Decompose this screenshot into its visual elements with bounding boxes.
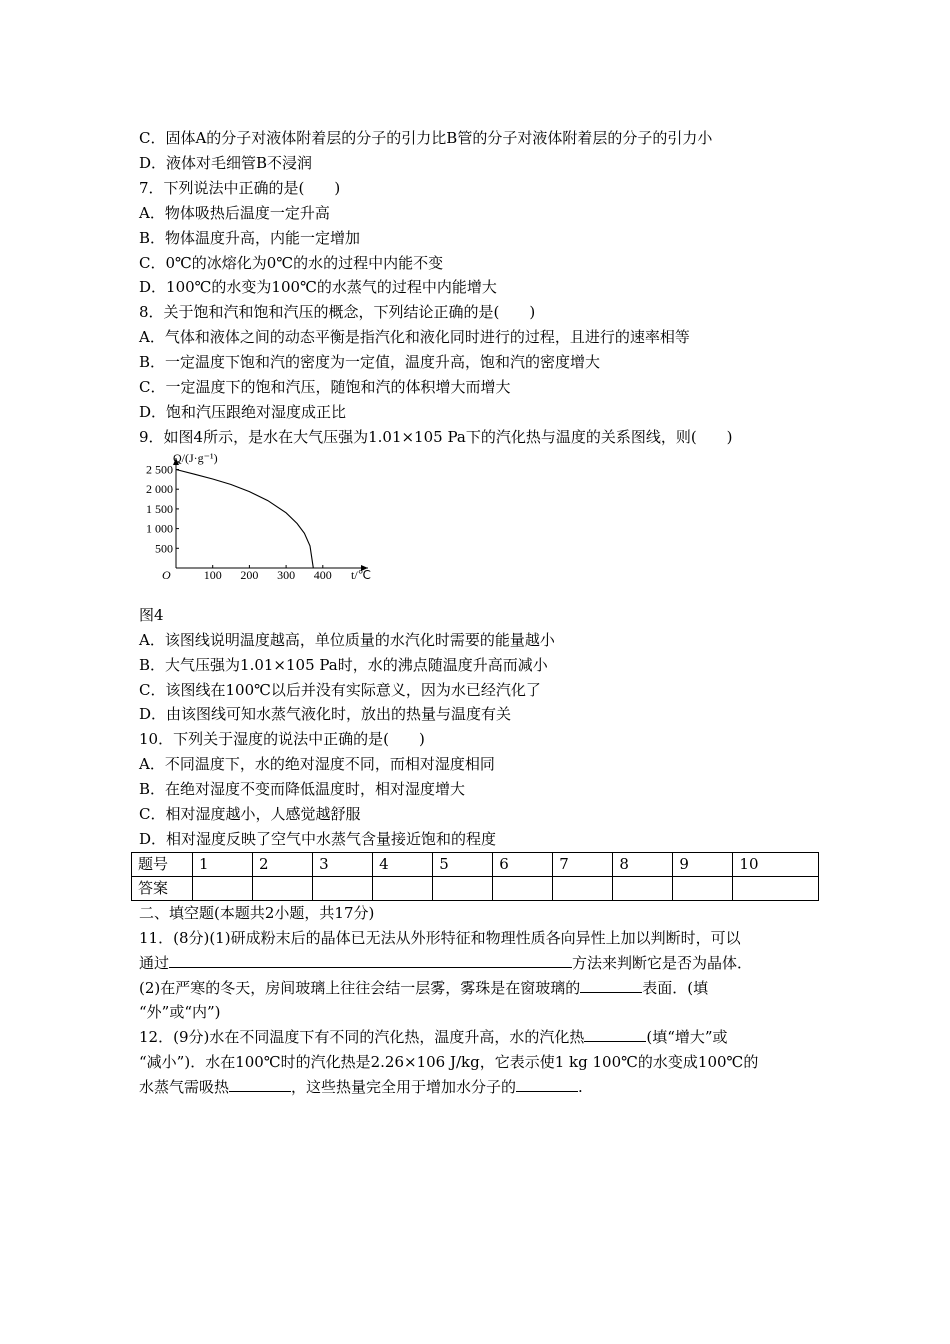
series-line-vaporization-heat bbox=[176, 469, 313, 568]
q10-option-d: D．相对湿度反映了空气中水蒸气含量接近饱和的程度 bbox=[139, 829, 497, 848]
q12-text-4: ，这些热量完全用于增加水分子的 bbox=[291, 1078, 517, 1097]
table-cell-number: 4 bbox=[373, 852, 433, 876]
table-cell-number: 5 bbox=[433, 852, 493, 876]
answer-cell[interactable] bbox=[193, 876, 253, 900]
answer-cell[interactable] bbox=[613, 876, 673, 900]
q12-line-1 bbox=[139, 1025, 819, 1050]
y-tick-label: 2 500 bbox=[146, 462, 173, 477]
q9-option-c: C．该图线在100℃以后并没有实际意义，因为水已经汽化了 bbox=[139, 680, 541, 699]
answer-cell[interactable] bbox=[313, 876, 373, 900]
answer-table-header-row bbox=[132, 852, 819, 876]
x-tick-label: 100 bbox=[203, 567, 222, 582]
q7-option-b: B．物体温度升高，内能一定增加 bbox=[139, 228, 361, 247]
q8-stem: 8．关于饱和汽和饱和汽压的概念，下列结论正确的是( ) bbox=[139, 303, 536, 322]
y-tick-label: 500 bbox=[155, 541, 173, 556]
document-page bbox=[139, 126, 819, 1100]
q7-option-d: D．100℃的水变为100℃的水蒸气的过程中内能增大 bbox=[139, 278, 497, 297]
q12-line-3 bbox=[139, 1075, 819, 1100]
answer-cell[interactable] bbox=[253, 876, 313, 900]
q12-text-3: 水蒸气需吸热 bbox=[139, 1078, 230, 1097]
q8-option-c: C．一定温度下的饱和汽压，随饱和汽的体积增大而增大 bbox=[139, 378, 511, 397]
q10-option-b: B．在绝对湿度不变而降低温度时，相对湿度增大 bbox=[139, 780, 466, 799]
answer-cell[interactable] bbox=[553, 876, 613, 900]
q6-option-c: C．固体A的分子对液体附着层的分子的引力比B管的分子对液体附着层的分子的引力小 bbox=[139, 129, 713, 147]
table-cell-number: 8 bbox=[613, 852, 673, 876]
y-axis-label: Q/(J·g⁻¹) bbox=[173, 451, 218, 465]
q6-option-d: D．液体对毛细管B不浸润 bbox=[139, 153, 313, 172]
q11-part2-suffix: 表面．(填 bbox=[642, 978, 709, 997]
section-title: 二、填空题(本题共2小题，共17分) bbox=[139, 903, 375, 922]
q9-option-d: D．由该图线可知水蒸气液化时，放出的热量与温度有关 bbox=[139, 705, 512, 724]
x-axis-label: t/℃ bbox=[351, 567, 372, 582]
q11-part1-suffix: 方法来判断它是否为晶体． bbox=[572, 953, 753, 972]
answer-cell[interactable] bbox=[373, 876, 433, 900]
q7-option-c: C．0℃的冰熔化为0℃的水的过程中内能不变 bbox=[139, 253, 444, 272]
q12-blank-1[interactable] bbox=[584, 1027, 646, 1042]
q12-line-2: “减小”)．水在100℃时的汽化热是2.26×106 J/kg，它表示使1 kg 100℃的水变成100℃的 bbox=[139, 1053, 759, 1072]
q7-stem: 7．下列说法中正确的是( ) bbox=[139, 178, 341, 197]
q12-blank-3[interactable] bbox=[516, 1077, 578, 1092]
q12-text-5: . bbox=[578, 1078, 583, 1097]
table-label-question-number: 题号 bbox=[132, 852, 193, 876]
q10-stem: 10．下列关于湿度的说法中正确的是( ) bbox=[139, 730, 425, 749]
answer-cell[interactable] bbox=[733, 876, 819, 900]
q10-option-c: C．相对湿度越小，人感觉越舒服 bbox=[139, 805, 361, 824]
q11-line-1 bbox=[139, 926, 819, 951]
answer-cell[interactable] bbox=[433, 876, 493, 900]
table-cell-number: 9 bbox=[673, 852, 733, 876]
table-cell-number: 10 bbox=[733, 852, 819, 876]
figure-caption: 图4 bbox=[139, 605, 164, 624]
q11-part1-text: 11．(8分)(1)研成粉末后的晶体已无法从外形特征和物理性质各向异性上加以判断时，可以 bbox=[139, 928, 741, 947]
table-cell-number: 6 bbox=[493, 852, 553, 876]
q9-option-a: A．该图线说明温度越高，单位质量的水汽化时需要的能量越小 bbox=[139, 630, 555, 649]
x-tick-label: 300 bbox=[277, 567, 296, 582]
answer-cell[interactable] bbox=[493, 876, 553, 900]
q12-text-1: 12．(9分)水在不同温度下有不同的汽化热，温度升高，水的汽化热 bbox=[139, 1028, 585, 1047]
table-cell-number: 2 bbox=[253, 852, 313, 876]
y-tick-label: 1 000 bbox=[146, 521, 173, 536]
table-cell-number: 3 bbox=[313, 852, 373, 876]
q11-blank-2[interactable] bbox=[580, 978, 642, 993]
q8-option-a: A．气体和液体之间的动态平衡是指汽化和液化同时进行的过程，且进行的速率相等 bbox=[139, 328, 690, 347]
answer-table bbox=[131, 852, 819, 901]
vaporization-heat-chart bbox=[136, 452, 386, 597]
q12-blank-2[interactable] bbox=[229, 1077, 291, 1092]
table-cell-number: 7 bbox=[553, 852, 613, 876]
q11-line-4: “外”或“内”) bbox=[139, 1003, 221, 1022]
table-cell-number: 1 bbox=[193, 852, 253, 876]
table-label-answer: 答案 bbox=[132, 876, 193, 900]
x-tick-label: 400 bbox=[313, 567, 332, 582]
q11-line-3 bbox=[139, 976, 819, 1001]
q11-part1-prefix: 通过 bbox=[139, 953, 170, 972]
y-tick-label: 2 000 bbox=[146, 481, 173, 496]
q11-part2-text: (2)在严寒的冬天，房间玻璃上往往会结一层雾，雾珠是在窗玻璃的 bbox=[139, 978, 581, 997]
x-tick-label: 200 bbox=[240, 567, 259, 582]
q9-option-b: B．大气压强为1.01×105 Pa时，水的沸点随温度升高而减小 bbox=[139, 655, 548, 674]
q10-option-a: A．不同温度下，水的绝对湿度不同，而相对湿度相同 bbox=[139, 755, 495, 774]
origin-label: O bbox=[162, 567, 171, 582]
y-tick-label: 1 500 bbox=[146, 501, 173, 516]
answer-cell[interactable] bbox=[673, 876, 733, 900]
q12-text-2: (填“增大”或 bbox=[646, 1028, 728, 1047]
q8-option-d: D．饱和汽压跟绝对湿度成正比 bbox=[139, 402, 347, 421]
q7-option-a: A．物体吸热后温度一定升高 bbox=[139, 203, 330, 222]
q11-line-2 bbox=[139, 951, 819, 976]
q8-option-b: B．一定温度下饱和汽的密度为一定值，温度升高，饱和汽的密度增大 bbox=[139, 353, 601, 372]
q11-blank-1[interactable] bbox=[169, 953, 572, 968]
q9-stem: 9．如图4所示，是水在大气压强为1.01×105 Pa下的汽化热与温度的关系图线，则( ) bbox=[139, 427, 733, 446]
answer-table-answer-row bbox=[132, 876, 819, 900]
